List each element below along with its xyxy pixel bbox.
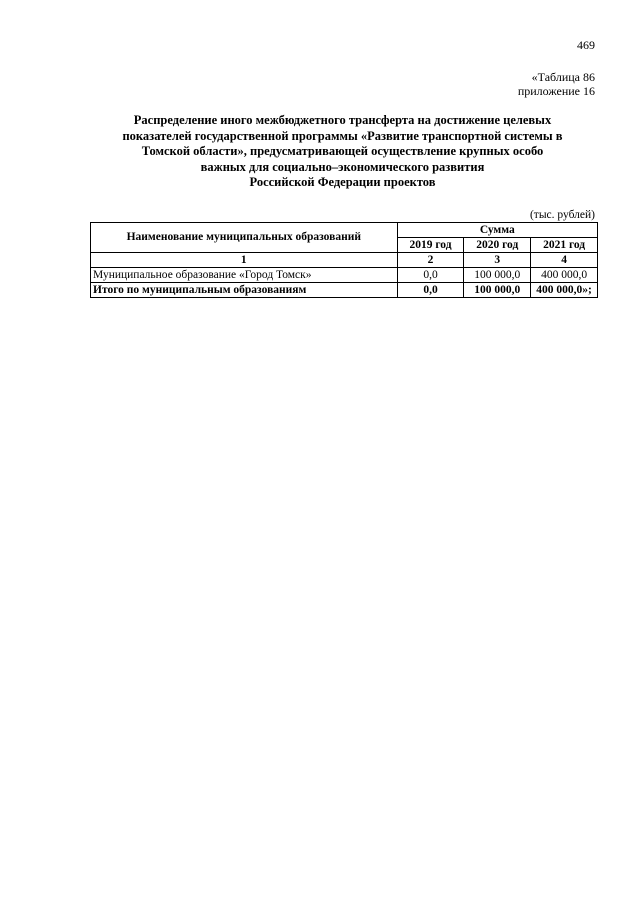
table-total-row (91, 283, 598, 298)
total-2021: 400 000,0»; (531, 283, 598, 298)
total-2020: 100 000,0 (464, 283, 531, 298)
value-2020: 100 000,0 (464, 268, 531, 283)
units-label: (тыс. рублей) (529, 209, 595, 221)
title-line-2: показателей государственной программы «Развитие транспортной системы в (122, 128, 563, 143)
header-year-2020: 2020 год (464, 238, 531, 253)
title-line-4: важных для социально–экономического развития (200, 159, 485, 174)
value-2021: 400 000,0 (531, 268, 598, 283)
appendix-reference: приложение 16 (517, 84, 595, 98)
table-reference (518, 70, 595, 98)
total-2019: 0,0 (397, 283, 464, 298)
column-number: 4 (531, 253, 598, 268)
header-year-2019: 2019 год (397, 238, 464, 253)
budget-table (90, 222, 598, 298)
table-header-row (91, 223, 598, 238)
table-row (91, 268, 598, 283)
page-number: 469 (577, 38, 595, 52)
header-sum: Сумма (397, 223, 597, 238)
total-label: Итого по муниципальным образованиям (91, 283, 398, 298)
header-year-2021: 2021 год (531, 238, 598, 253)
header-municipality: Наименование муниципальных образований (91, 223, 398, 253)
title-line-5: Российской Федерации проектов (249, 175, 436, 189)
municipality-name: Муниципальное образование «Город Томск» (91, 268, 398, 283)
column-number: 1 (91, 253, 398, 268)
column-number: 2 (397, 253, 464, 268)
column-number: 3 (464, 253, 531, 268)
table-numbering-row (91, 253, 598, 268)
table-reference-number: «Таблица 86 (531, 70, 595, 84)
value-2019: 0,0 (397, 268, 464, 283)
document-title (90, 113, 595, 191)
title-line-3: Томской области», предусматривающей осуществление крупных особо (141, 144, 544, 158)
title-line-1: Распределение иного межбюджетного трансферта на достижение целевых (133, 113, 552, 127)
